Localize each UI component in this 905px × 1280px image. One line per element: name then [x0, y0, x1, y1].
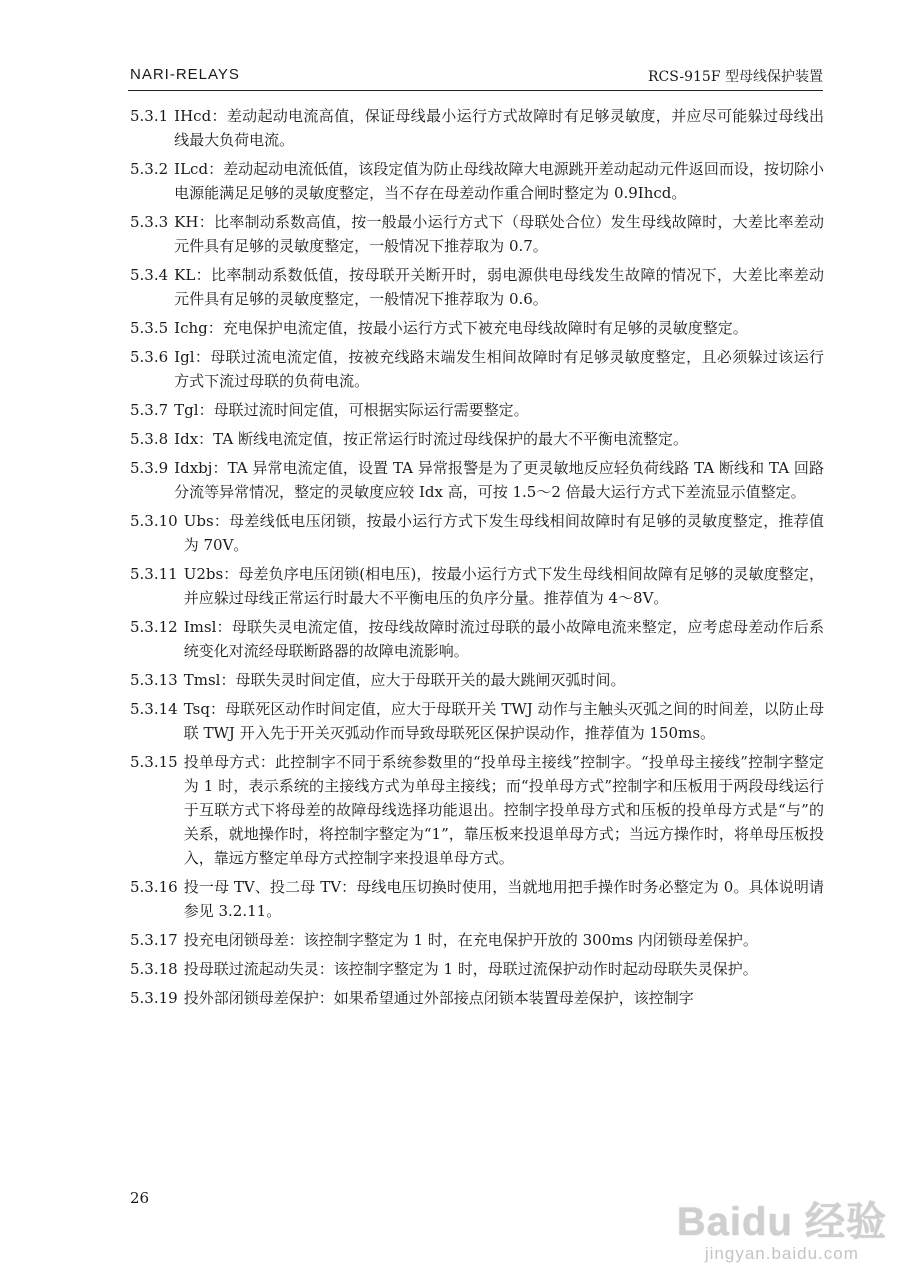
item-number: 5.3.2 — [130, 160, 169, 178]
list-item — [130, 668, 824, 692]
list-item — [130, 562, 824, 610]
baidu-jingyan-watermark — [677, 1200, 887, 1264]
item-text: 投充电闭锁母差：该控制字整定为 1 时，在充电保护开放的 300ms 内闭锁母差保护。 — [183, 931, 758, 949]
list-item — [130, 157, 824, 205]
watermark-logo: Baidu 经验 — [676, 1200, 887, 1244]
list-item — [130, 957, 824, 981]
item-text: Ubs：母差线低电压闭锁，按最小运行方式下发生母线相间故障时有足够的灵敏度整定，推荐值为 70V。 — [183, 512, 824, 554]
header-company: NARI-RELAYS — [130, 66, 240, 83]
item-text: Tgl：母联过流时间定值，可根据实际运行需要整定。 — [174, 401, 529, 419]
item-text: 投单母方式：此控制字不同于系统参数里的“投单母主接线”控制字。“投单母主接线”控制字整定为 1 时，表示系统的主接线方式为单母主接线；而“投单母方式”控制字和压板用于两段母线运行于互联方式下将母差的故障母线选择功能退出。控制字投单母方式和压板的投单母方式是“与”的关系，就地操作时，将控制字整定为“1”，靠压板来投退单母方式；当远方操作时，将单母压板投入，靠远方整定单母方式控制字来投退单母方式。 — [183, 753, 824, 867]
item-number: 5.3.1 — [130, 107, 169, 125]
list-item — [130, 316, 824, 340]
list-item — [130, 928, 824, 952]
list-item — [130, 210, 824, 258]
item-number: 5.3.6 — [130, 348, 169, 366]
item-number: 5.3.11 — [130, 565, 178, 583]
item-number: 5.3.12 — [130, 618, 178, 636]
item-number: 5.3.5 — [130, 319, 169, 337]
item-text: Tmsl：母联失灵时间定值，应大于母联开关的最大跳闸灭弧时间。 — [183, 671, 626, 689]
watermark-url: jingyan.baidu.com — [704, 1244, 859, 1263]
item-number: 5.3.8 — [130, 430, 169, 448]
item-text: U2bs：母差负序电压闭锁(相电压)，按最小运行方式下发生母线相间故障有足够的灵敏度整定，并应躲过母线正常运行时最大不平衡电压的负序分量。推荐值为 4～8V。 — [183, 565, 824, 607]
item-text: 投母联过流起动失灵：该控制字整定为 1 时，母联过流保护动作时起动母联失灵保护。 — [183, 960, 758, 978]
item-text: Idx：TA 断线电流定值，按正常运行时流过母线保护的最大不平衡电流整定。 — [174, 430, 688, 448]
list-item — [130, 875, 824, 923]
item-text: Tsq：母联死区动作时间定值，应大于母联开关 TWJ 动作与主触头灭弧之间的时间差，以防止母联 TWJ 开入先于开关灭弧动作而导致母联死区保护误动作，推荐值为 150ms。 — [183, 700, 824, 742]
item-text: Idxbj：TA 异常电流定值，设置 TA 异常报警是为了更灵敏地反应轻负荷线路 TA 断线和 TA 回路分流等异常情况，整定的灵敏度应较 Idx 高，可按 1.5～2 倍最大运行方式下差流显示值整定。 — [174, 459, 824, 501]
item-text: Imsl：母联失灵电流定值，按母线故障时流过母联的最小故障电流来整定，应考虑母差动作后系统变化对流经母联断路器的故障电流影响。 — [183, 618, 824, 660]
document-body — [130, 104, 824, 1015]
item-number: 5.3.7 — [130, 401, 169, 419]
item-text: 投一母 TV、投二母 TV：母线电压切换时使用，当就地用把手操作时务必整定为 0。具体说明请参见 3.2.11。 — [183, 878, 824, 920]
item-number: 5.3.16 — [130, 878, 178, 896]
list-item — [130, 456, 824, 504]
list-item — [130, 615, 824, 663]
list-item — [130, 104, 824, 152]
item-number: 5.3.4 — [130, 266, 169, 284]
header-divider — [128, 90, 823, 91]
item-text: ILcd：差动起动电流低值，该段定值为防止母线故障大电源跳开差动起动元件返回而设，按切除小电源能满足足够的灵敏度整定，当不存在母差动作重合闸时整定为 0.9Ihcd。 — [174, 160, 824, 202]
item-number: 5.3.10 — [130, 512, 178, 530]
list-item — [130, 750, 824, 870]
item-number: 5.3.3 — [130, 213, 169, 231]
item-number: 5.3.15 — [130, 753, 178, 771]
header-document-title: RCS-915F 型母线保护装置 — [648, 69, 823, 85]
page-number: 26 — [130, 1189, 150, 1207]
item-text: Igl：母联过流电流定值，按被充线路末端发生相间故障时有足够灵敏度整定，且必须躲过该运行方式下流过母联的负荷电流。 — [174, 348, 824, 390]
list-item — [130, 986, 824, 1010]
list-item — [130, 509, 824, 557]
list-item — [130, 345, 824, 393]
item-text: 投外部闭锁母差保护：如果希望通过外部接点闭锁本装置母差保护，该控制字 — [183, 989, 694, 1007]
item-text: KL：比率制动系数低值，按母联开关断开时，弱电源供电母线发生故障的情况下，大差比率差动元件具有足够的灵敏度整定，一般情况下推荐取为 0.6。 — [174, 266, 824, 308]
list-item — [130, 263, 824, 311]
item-text: KH：比率制动系数高值，按一般最小运行方式下（母联处合位）发生母线故障时，大差比率差动元件具有足够的灵敏度整定，一般情况下推荐取为 0.7。 — [174, 213, 824, 255]
list-item — [130, 427, 824, 451]
item-number: 5.3.17 — [130, 931, 178, 949]
item-text: IHcd：差动起动电流高值，保证母线最小运行方式故障时有足够灵敏度，并应尽可能躲过母线出线最大负荷电流。 — [174, 107, 824, 149]
item-text: Ichg：充电保护电流定值，按最小运行方式下被充电母线故障时有足够的灵敏度整定。 — [174, 319, 748, 337]
item-number: 5.3.19 — [130, 989, 178, 1007]
list-item — [130, 398, 824, 422]
item-number: 5.3.14 — [130, 700, 178, 718]
item-number: 5.3.13 — [130, 671, 178, 689]
list-item — [130, 697, 824, 745]
item-number: 5.3.18 — [130, 960, 178, 978]
item-number: 5.3.9 — [130, 459, 169, 477]
